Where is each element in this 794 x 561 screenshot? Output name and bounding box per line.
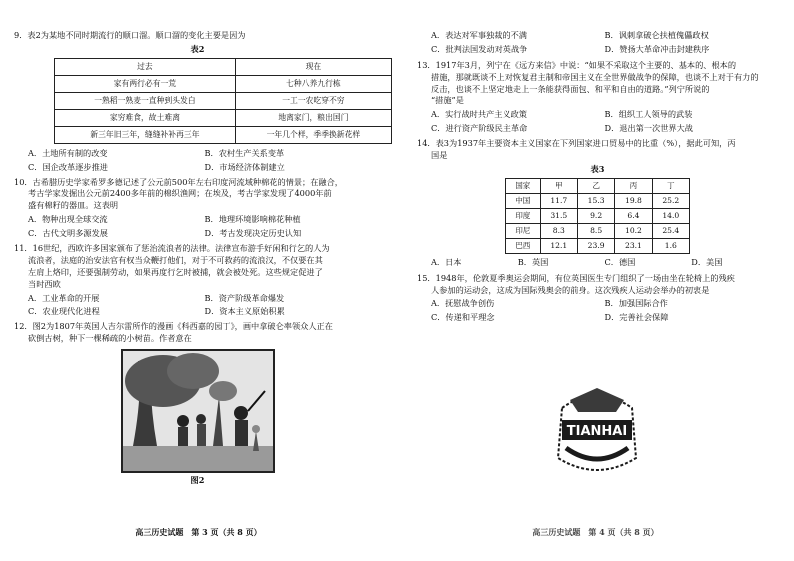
table-2-header: 过去 [55, 58, 236, 75]
table-3-cell: 巴西 [506, 238, 541, 253]
option-b: B．农村生产关系变革 [204, 147, 285, 158]
question-10-line: 考古学家发掘出公元前2400多年前的棉织渔网；在埃及，考古学家发现了4000年前 [28, 188, 332, 199]
option-c: C．德国 [604, 256, 636, 267]
question-15-line: 15．1948年，伦敦夏季奥运会期间，有位英国医生专门组织了一场由坐在轮椅上的残疾 [417, 272, 735, 283]
question-10-line: 盛有棉籽的器皿。这表明 [28, 200, 119, 211]
table-3-cell: 31.5 [540, 208, 577, 223]
option-a: A．物种出现全球交流 [28, 214, 108, 225]
table-row [55, 92, 392, 109]
option-c: C．国企改革逐步推进 [28, 161, 108, 172]
question-13-line: “措施”是 [431, 95, 464, 106]
question-13-options [417, 109, 778, 135]
table-2-cell: 一年几个样，季季换新花样 [235, 126, 391, 143]
table-3-cell: 6.4 [615, 208, 652, 223]
question-11 [14, 243, 381, 318]
table-row [506, 208, 690, 223]
option-c: C．进行资产阶级民主革命 [431, 123, 528, 134]
question-15-options [417, 298, 778, 324]
table-3-cell: 15.3 [577, 193, 614, 208]
question-9-options [14, 148, 381, 174]
question-11-line: 左肩上烙印，还要强制劳动，如果再度行乞时被捕，就会被处死。这些规定促进了 [28, 266, 323, 277]
table-3-header: 国家 [506, 178, 541, 193]
table-2-cell: 七种八养九行栋 [235, 75, 391, 92]
option-d: D．美国 [691, 256, 723, 267]
table-row [55, 126, 392, 143]
table-3-cell: 中国 [506, 193, 541, 208]
question-13-line: 措施，那就既谈不上对恢复君主制和帝国主义在全世界做战争的保障，也谈不上对于有力的 [431, 71, 759, 82]
stamp-text: TIANHAI [566, 424, 628, 439]
question-10-options [14, 214, 381, 240]
question-11-line: 11．16世纪，西欧许多国家颁布了惩治流浪者的法律。法律宣布游手好闲和行乞的人为 [14, 243, 330, 254]
option-a: A．实行战时共产主义政策 [431, 109, 527, 120]
table-2-cell: 新三年旧三年，缝缝补补再三年 [55, 126, 236, 143]
option-d: D．赞扬大革命冲击封建秩序 [604, 43, 710, 54]
table-3-cell: 11.7 [540, 193, 577, 208]
option-a: A．日本 [431, 256, 462, 267]
table-3-cell: 1.6 [652, 238, 689, 253]
table-2-cell: 地离家门，粮出国门 [235, 109, 391, 126]
table-3-cell: 印度 [506, 208, 541, 223]
table-3-header: 丙 [615, 178, 652, 193]
question-13-line: 反击，也谈不上坚定地走上一条能获得面包、和平和自由的道路。”列宁所说的 [431, 83, 710, 94]
table-3-cell: 12.1 [540, 238, 577, 253]
table-3-caption: 表3 [590, 163, 605, 174]
table-3-cell: 10.2 [615, 223, 652, 238]
page-footer: 高三历史试题 第 4 页（共 8 页） [532, 527, 659, 538]
question-10 [14, 177, 381, 240]
table-3-cell: 8.3 [540, 223, 577, 238]
table-row [506, 193, 690, 208]
table-3-cell: 23.9 [577, 238, 614, 253]
option-b: B．英国 [517, 256, 549, 267]
option-d: D．市场经济体制建立 [204, 161, 285, 172]
question-11-line: 流浪者，法庭的治安法官有权当众鞭打他们，对于不可救药的流浪汉，不仅要在其 [28, 254, 323, 265]
table-3-cell: 14.0 [652, 208, 689, 223]
option-b: B．地理环境影响棉花种植 [204, 214, 301, 225]
option-b: B．资产阶级革命爆发 [204, 292, 285, 303]
option-a: A．土地所有制的改变 [28, 147, 108, 158]
option-a: A．表达对军事独裁的不满 [431, 30, 527, 40]
table-3-header: 甲 [540, 178, 577, 193]
table-3-cell: 9.2 [577, 208, 614, 223]
table-2-caption: 表2 [190, 43, 205, 54]
question-12-options [417, 30, 778, 56]
tianhai-stamp-logo [542, 378, 652, 488]
table-3-cell: 8.5 [577, 223, 614, 238]
table-3 [505, 178, 690, 254]
question-13-line: 13．1917年3月，列宁在《远方来信》中说：“如果不采取这个主要的、基本的、根本的 [417, 59, 737, 70]
question-13 [417, 60, 778, 135]
option-a: A．工业革命的开展 [28, 292, 100, 303]
table-3-cell: 23.1 [615, 238, 652, 253]
table-row [55, 109, 392, 126]
option-a: A．抚慰战争创伤 [431, 298, 495, 309]
option-d: D．完善社会保障 [604, 312, 669, 323]
cartoon-figure [121, 349, 275, 473]
table-2-header: 现在 [235, 58, 391, 75]
table-row [506, 223, 690, 238]
table-3-cell: 印尼 [506, 223, 541, 238]
table-row [506, 238, 690, 253]
table-3-cell: 25.2 [652, 193, 689, 208]
table-2 [54, 58, 392, 144]
question-14-options [417, 257, 778, 269]
question-12-line: 12．图2为1807年英国人吉尔雷所作的漫画《科西嘉的园丁》，画中拿破仑率领众人正在 [14, 321, 333, 332]
table-2-cell: 一工一农吃穿不穷 [235, 92, 391, 109]
question-9-stem: 9．表2为某地不同时期流行的顺口溜。顺口溜的变化主要是因为 [14, 30, 246, 40]
table-3-cell: 25.4 [652, 223, 689, 238]
table-2-cell: 家穷难食，故土难离 [55, 109, 236, 126]
question-12-line: 砍倒古树，种下一棵稀疏的小树苗。作者意在 [28, 333, 192, 344]
question-11-line: 当时西欧 [28, 278, 61, 289]
question-9 [14, 30, 381, 174]
figure-2-caption: 图2 [190, 475, 205, 486]
page-footer: 高三历史试题 第 3 页（共 8 页） [135, 527, 262, 538]
option-c: C．传递和平理念 [431, 312, 495, 323]
question-11-options [14, 293, 381, 319]
option-c: C．农业现代化进程 [28, 306, 100, 317]
option-b: B．讽刺拿破仑扶植傀儡政权 [604, 30, 709, 40]
option-c: C．批判法国发动对英战争 [431, 43, 528, 54]
option-b: B．组织工人领导的武装 [604, 109, 693, 120]
table-2-cell: 家有两行必有一荒 [55, 75, 236, 92]
question-15 [417, 273, 778, 325]
question-10-line: 10．古希腊历史学家希罗多德记述了公元前500年左右印度河流域种棉花的情景；在融合， [14, 176, 343, 187]
option-d: D．考古发现决定历史认知 [204, 228, 302, 239]
question-12 [14, 321, 381, 487]
option-b: B．加强国际合作 [604, 298, 668, 309]
option-d: D．退出第一次世界大战 [604, 123, 693, 134]
table-2-cell: 一熟稻一熟麦一直种到头发白 [55, 92, 236, 109]
question-14-line: 14．表3为1937年主要资本主义国家在下列国家进口贸易中的比重（%），据此可知，丙 [417, 138, 736, 149]
question-15-line: 人参加的运动会，这成为国际残奥会的前身。这次残疾人运动会举办的初衷是 [431, 284, 710, 295]
table-3-header: 丁 [652, 178, 689, 193]
table-row [55, 75, 392, 92]
right-page [397, 0, 794, 561]
table-3-cell: 19.8 [615, 193, 652, 208]
option-c: C．古代文明多源发展 [28, 228, 108, 239]
cartoon-illustration [123, 351, 273, 471]
option-d: D．资本主义原始积累 [204, 306, 285, 317]
table-3-header: 乙 [577, 178, 614, 193]
question-14 [417, 138, 778, 269]
question-14-line: 国是 [431, 150, 448, 161]
